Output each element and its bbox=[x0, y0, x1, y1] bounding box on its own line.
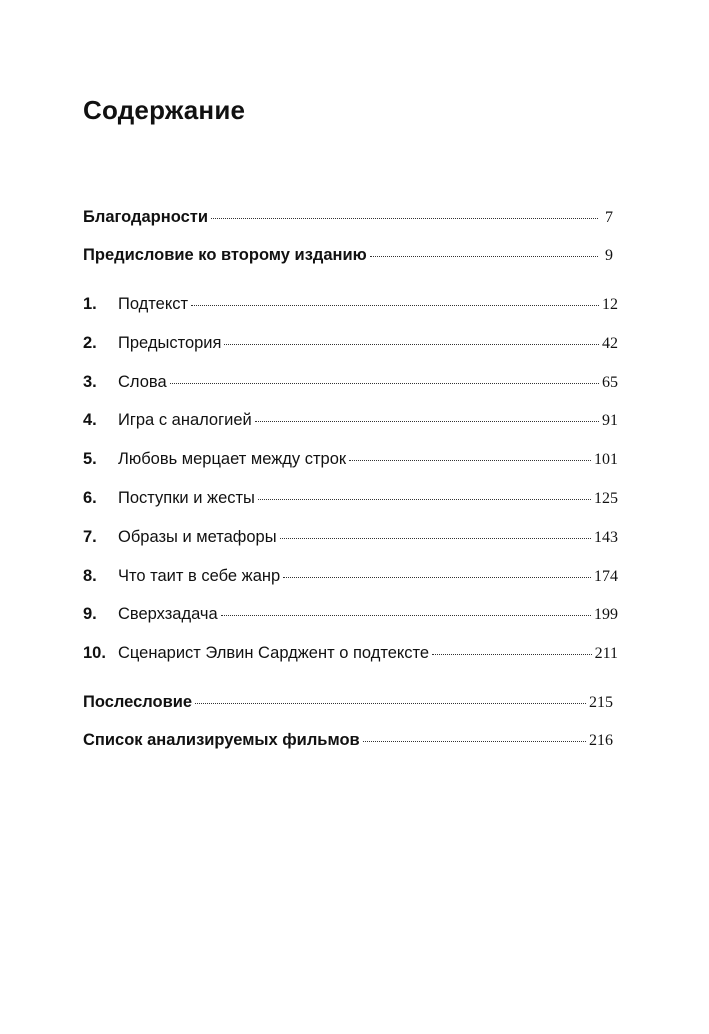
toc-entry-chapter-8[interactable] bbox=[83, 565, 618, 587]
chapter-number: 10. bbox=[83, 644, 106, 662]
toc-page-number: 143 bbox=[594, 529, 618, 546]
toc-entry-label: Слова bbox=[118, 373, 167, 391]
toc-entry-label: Благодарности bbox=[83, 208, 208, 226]
toc-entry-chapter-4[interactable] bbox=[83, 409, 618, 431]
toc-entry-label: Подтекст bbox=[118, 295, 189, 313]
dot-leader bbox=[195, 703, 586, 704]
toc-entry-label: Что таит в себе жанр bbox=[118, 567, 281, 585]
toc-entry-label: Сценарист Элвин Сарджент о подтексте bbox=[118, 644, 430, 662]
chapter-number: 6. bbox=[83, 489, 97, 507]
chapter-number: 3. bbox=[83, 373, 97, 391]
dot-leader bbox=[191, 305, 599, 306]
chapter-number: 9. bbox=[83, 605, 97, 623]
dot-leader bbox=[432, 654, 591, 655]
dot-leader bbox=[211, 218, 598, 219]
toc-entry-preface[interactable] bbox=[83, 244, 613, 266]
toc-entry-chapter-10[interactable] bbox=[83, 642, 618, 664]
toc-page-number: 174 bbox=[594, 568, 618, 585]
chapter-number: 4. bbox=[83, 411, 97, 429]
toc-entry-label: Любовь мерцает между строк bbox=[118, 450, 347, 468]
dot-leader bbox=[349, 460, 591, 461]
chapter-number: 1. bbox=[83, 295, 97, 313]
dot-leader bbox=[363, 741, 586, 742]
dot-leader bbox=[258, 499, 591, 500]
toc-entry-label: Образы и метафоры bbox=[118, 528, 277, 546]
toc-page-number: 101 bbox=[594, 451, 618, 468]
toc-entry-chapter-7[interactable] bbox=[83, 526, 618, 548]
toc-entry-label: Предисловие ко второму изданию bbox=[83, 246, 367, 264]
toc-entry-afterword[interactable] bbox=[83, 691, 613, 713]
toc-page-number: 12 bbox=[602, 296, 618, 313]
toc-entry-label: Предыстория bbox=[118, 334, 222, 352]
toc-entry-chapter-2[interactable] bbox=[83, 332, 618, 354]
toc-entry-chapter-6[interactable] bbox=[83, 487, 618, 509]
toc-page-number: 211 bbox=[594, 645, 618, 662]
dot-leader bbox=[283, 577, 591, 578]
toc-entry-label: Послесловие bbox=[83, 693, 193, 711]
dot-leader bbox=[280, 538, 591, 539]
toc-entry-chapter-5[interactable] bbox=[83, 448, 618, 470]
toc-entry-label: Игра с аналогией bbox=[118, 411, 252, 429]
toc-entry-chapter-9[interactable] bbox=[83, 603, 618, 625]
toc-entry-acknowledgements[interactable] bbox=[83, 206, 613, 228]
toc-page-number: 199 bbox=[594, 606, 618, 623]
chapter-number: 5. bbox=[83, 450, 97, 468]
toc-page-number: 125 bbox=[594, 490, 618, 507]
toc-entry-chapter-3[interactable] bbox=[83, 371, 618, 393]
toc-page-number: 216 bbox=[589, 732, 613, 749]
toc-entry-chapter-1[interactable] bbox=[83, 293, 618, 315]
toc-page-number: 65 bbox=[602, 374, 618, 391]
chapter-number: 2. bbox=[83, 334, 97, 352]
toc-page-number: 215 bbox=[589, 694, 613, 711]
toc-page-number: 9 bbox=[605, 247, 613, 264]
dot-leader bbox=[170, 383, 599, 384]
toc-entry-film-list[interactable] bbox=[83, 729, 613, 751]
dot-leader bbox=[224, 344, 599, 345]
dot-leader bbox=[370, 256, 598, 257]
page-title: Содержание bbox=[83, 95, 246, 125]
dot-leader bbox=[221, 615, 591, 616]
toc-page-number: 42 bbox=[602, 335, 618, 352]
toc-entry-label: Поступки и жесты bbox=[118, 489, 255, 507]
dot-leader bbox=[255, 421, 599, 422]
toc-page-number: 7 bbox=[605, 209, 613, 226]
toc-entry-label: Список анализируемых фильмов bbox=[83, 731, 360, 749]
toc-entry-label: Сверхзадача bbox=[118, 605, 218, 623]
chapter-number: 8. bbox=[83, 567, 97, 585]
chapter-number: 7. bbox=[83, 528, 97, 546]
toc-page-number: 91 bbox=[602, 412, 618, 429]
